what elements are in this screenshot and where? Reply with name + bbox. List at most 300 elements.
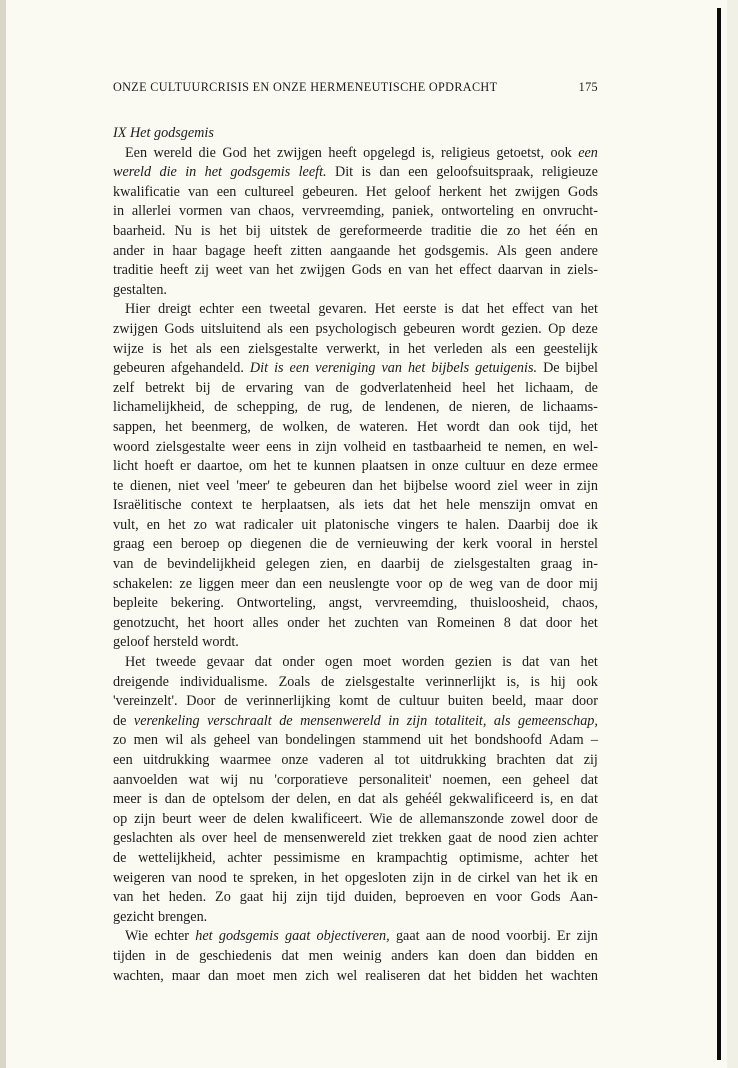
word: ander [113,242,145,259]
text-line [113,751,598,771]
text-line [113,575,598,595]
word: op [113,810,128,827]
text-line [113,535,598,555]
word: psychologisch [315,320,397,337]
word: mensenwereld [300,712,381,729]
word: rug, [330,399,353,416]
text-line [113,163,598,183]
word: het [580,849,598,866]
word: Gods [164,320,195,337]
word: mensenwereld [283,830,366,847]
word: gebeuren [113,360,165,377]
word: het [170,340,188,357]
text-line [113,908,598,928]
word: Romeinen [436,614,495,631]
word: liggen [198,575,235,592]
word: ook [576,673,598,690]
word: De [543,360,560,377]
word: worden [401,654,445,671]
word: het [496,379,515,396]
word: de [335,379,349,396]
text-line [113,555,598,575]
word: ziel [497,477,518,494]
word: andere [560,242,598,259]
word: van [499,575,520,592]
word: is [530,673,540,690]
word: noemen, [442,771,491,788]
word: zielsgestalte [155,438,226,455]
word: de [224,693,238,710]
word: verinnerlijkt [425,673,496,690]
word: een [408,164,428,181]
word: traditie [113,262,154,279]
word: bijbels [431,360,470,377]
word: dienen, [129,477,172,494]
word: die [159,164,177,181]
word: een [241,301,262,318]
word: in [440,869,452,886]
word: over [201,830,227,847]
word: de [232,810,247,827]
word: een [152,536,173,553]
word: doe [558,516,579,533]
word: personaliteit' [358,771,432,788]
text-line [113,457,598,477]
word: de [263,830,278,847]
word: en [146,516,161,533]
word: de [316,222,331,239]
word: vernieuwing [357,536,428,553]
word: waarmee [219,752,271,768]
word: bondshoofd [474,732,542,749]
word: een [515,340,536,357]
word: hersteld [153,634,199,651]
word: kerk [462,536,488,553]
word: in [388,712,400,729]
word: onze [431,458,459,475]
word: Een [125,144,148,161]
word: nood [471,928,500,945]
word: wel [336,967,358,984]
word: het [435,262,453,279]
word: en [584,497,598,514]
word: zelf [113,379,135,396]
word: bekering. [170,595,224,612]
word: wat [188,771,210,788]
word: echter [199,301,234,318]
word: gaat [285,928,311,945]
word: eens [266,438,292,455]
word: het [219,222,237,239]
word: is, [506,673,520,690]
word: de [113,712,127,729]
word: het [580,418,598,435]
word: en [337,791,352,808]
word: het [543,869,561,886]
word: in [155,947,167,964]
word: als [493,712,511,729]
word: gereformeerde [339,222,423,239]
word: delen [253,810,285,827]
word: Als [496,242,517,259]
text-line [113,633,598,653]
word: zo [113,732,127,749]
word: totaliteit, [434,712,487,729]
word: stammend [362,732,421,749]
word: bijbel [565,360,598,377]
word: optimisme, [459,849,523,866]
word: daartoe, [197,458,243,475]
word: dan [208,967,229,984]
word: religieuze [541,164,598,181]
word: dat [254,654,272,671]
word: dat [519,614,537,631]
word: hij [272,889,288,906]
word: weet [215,262,243,279]
text-line [113,731,598,751]
word: en [584,869,598,886]
word: het [450,732,468,749]
word: beroep [180,536,220,553]
word: Dit [334,164,354,181]
scan-edge-left [0,0,6,1068]
word: volheid [343,438,387,455]
word: woord [113,438,150,455]
word: uit [428,732,444,749]
section-title: IX Het godsgemis [113,125,214,141]
word: uitdrukking [420,752,487,768]
word: het [407,360,426,377]
word: heel [233,830,258,847]
word: diegenen [250,536,302,553]
word: als [190,732,207,749]
word: Gods [351,262,382,279]
word: het [419,497,437,514]
word: dat [358,791,376,808]
word: de [336,418,351,435]
word: dreigende [113,673,169,690]
word: onder [287,614,320,631]
word: afgehandeld. [171,360,244,377]
text-line [113,281,598,301]
word: de [259,418,274,435]
word: dan [352,477,373,494]
word: de [192,791,206,808]
word: achter [534,849,569,866]
text-line [113,653,598,673]
text-line [113,888,598,908]
word: in- [582,556,598,573]
word: ogen [325,654,353,671]
word: Het [125,654,146,671]
word: in [185,164,197,181]
word: in [303,869,315,886]
word: achter [227,849,262,866]
text-line [113,496,598,516]
word: te [487,438,499,455]
word: kunnen [313,458,356,475]
scan-edge-right [727,0,738,1068]
word: het [529,222,547,239]
word: wereld [113,164,152,181]
word: ik [567,869,579,886]
word: het [321,869,339,886]
word: op [227,536,242,553]
word: een [289,320,310,337]
text-line [113,379,598,399]
word: het [580,301,598,318]
word: Zoals [278,673,311,690]
word: weer [524,477,553,494]
word: herplaatsen, [261,497,330,514]
word: schakelen: [113,575,173,592]
word: beenmerg, [191,418,251,435]
word: objectiveren, [316,928,390,945]
body-text [113,124,598,986]
word: geloofsuitspraak, [436,164,534,181]
word: de [457,869,472,886]
running-title: ONZE CULTUURCRISIS EN ONZE HERMENEUTISCHE OPDRACHT [113,80,498,94]
word: gaat [448,830,472,847]
word: en [584,222,598,239]
word: nood [198,869,227,886]
word: is [502,654,512,671]
word: licht [113,458,139,475]
word: door [545,614,572,631]
word: dat [461,301,479,318]
word: chaos, [258,203,295,220]
word: Dit [249,360,269,377]
word: graag [113,536,145,553]
word: allemanszonde [419,810,504,827]
word: als [267,320,283,337]
running-header [113,80,598,95]
word: kan [438,947,459,964]
word: vingers [397,516,439,533]
word: en [560,791,574,808]
word: ermee [563,458,598,475]
word: één [555,222,576,239]
word: de [361,399,376,416]
word: buiten [447,693,484,710]
word: leeft. [298,164,327,181]
word: geloof [113,634,150,651]
word: brachten [496,752,546,768]
word: het [276,262,294,279]
word: allerlei [131,203,172,220]
word: van [407,614,428,631]
word: godsgemis [218,928,279,945]
word: ziels- [567,262,598,279]
word: doen [468,947,496,964]
text-line [113,967,598,987]
word: en [552,438,567,455]
word: bondelingen [285,732,356,749]
word: dreigt [158,301,192,318]
word: voorbij. [506,928,551,945]
text-line [113,300,598,320]
word: tastbaarheid [412,438,482,455]
text-line [113,144,598,164]
word: tijd [326,889,346,906]
word: nood [498,830,527,847]
word: het [489,183,507,200]
text-line [113,829,598,849]
text-line [113,418,598,438]
word: dat [555,752,574,768]
word: Wie [125,928,149,945]
word: context [190,497,233,514]
word: de [335,536,349,553]
word: aanvoelden [113,771,178,788]
word: baarheid. [113,222,166,239]
word: wordt. [202,634,239,651]
word: delen, [296,791,331,808]
word: onder [282,654,315,671]
word: wolken, [282,418,328,435]
word: de [175,947,190,964]
text-line [113,614,598,634]
word: het [187,614,205,631]
word: niet [178,477,200,494]
word: weer [231,438,260,455]
word: is, [540,791,554,808]
word: Gods [530,889,561,906]
word: zijn [576,928,598,945]
text-line [113,340,598,360]
word: echter [154,928,189,945]
word: van [230,203,251,220]
word: thuisloosheid, [470,595,550,612]
word: dat [580,771,598,788]
word: door [571,693,598,710]
word: anders [391,947,429,964]
word: gemeenschap, [517,712,598,729]
word: de [214,399,228,416]
word: het [580,614,598,631]
word: Daarbij [507,516,551,533]
word: lichaam, [525,379,574,396]
word: weinig [342,947,382,964]
scan-binding-shadow [717,8,721,1060]
word: geestelijk [543,340,598,357]
word: en [388,262,402,279]
word: Adam [548,732,584,749]
word: men [308,947,334,964]
word: maar [171,967,201,984]
word: door [551,810,578,827]
word: zo [506,222,521,239]
word: is [200,222,211,239]
word: opgelegd [363,144,416,161]
word: in [297,438,309,455]
word: traditie [431,222,472,239]
text-line [113,183,598,203]
word: dan [505,947,527,964]
word: bagage [205,242,246,259]
word: is [361,164,371,181]
word: nieren, [471,399,511,416]
word: dat [521,654,540,671]
word: tijden [113,947,146,964]
word: geen [524,242,552,259]
text-line [113,673,598,693]
word: 'meer' [236,477,270,494]
word: onze [281,752,309,768]
word: uitdrukking [143,752,210,768]
word: is [274,360,284,377]
word: hele [446,497,470,514]
word: de [376,693,391,710]
word: plaatsen [361,458,409,475]
word: zielsgestalte [248,340,318,357]
word: als [338,497,355,514]
word: van [408,262,429,279]
word: 'corporatieve [274,771,348,788]
word: de [320,673,335,690]
word: te [233,869,244,886]
word: het [525,967,543,984]
text-line [113,712,598,732]
word: wateren. [359,418,408,435]
word: wereld [153,144,193,161]
word: als [382,791,399,808]
word: graag [540,556,573,573]
word: achter [563,830,598,847]
word: deze [571,320,598,337]
word: Aan- [569,889,598,906]
word: herstel [560,536,598,553]
word: gebeuren [293,477,346,494]
word: gaat [239,889,264,906]
word: iets [363,497,384,514]
word: die [480,222,498,239]
word: meer [113,791,142,808]
word: wijze [113,340,144,357]
word: Het [374,301,396,318]
word: godsgemis [230,164,291,181]
word: religieus [441,144,490,161]
word: de [584,810,598,827]
word: pessimisme [273,849,340,866]
word: uitsluitend [200,320,261,337]
word: van [113,889,134,906]
word: zwijgen [113,320,158,337]
word: chaos, [562,595,598,612]
text-line [113,222,598,242]
word: te [447,516,458,533]
word: dat [281,947,299,964]
word: moet [236,967,265,984]
word: vervreemding, [374,595,458,612]
word: geheel [532,771,570,788]
word: in [540,536,552,553]
word: gezien [454,654,492,671]
word: zijn [576,477,598,494]
word: heeft [159,262,189,279]
word: verinnerlijking [246,693,331,710]
word: gezien. [501,320,542,337]
word: verschraalt [207,712,272,729]
word: effect [512,301,545,318]
word: verenkeling [133,712,200,729]
word: van [516,869,537,886]
word: krampachtig [376,849,448,866]
word: in [152,242,164,259]
word: God [222,144,247,161]
word: en [392,438,407,455]
text-line [113,927,598,947]
